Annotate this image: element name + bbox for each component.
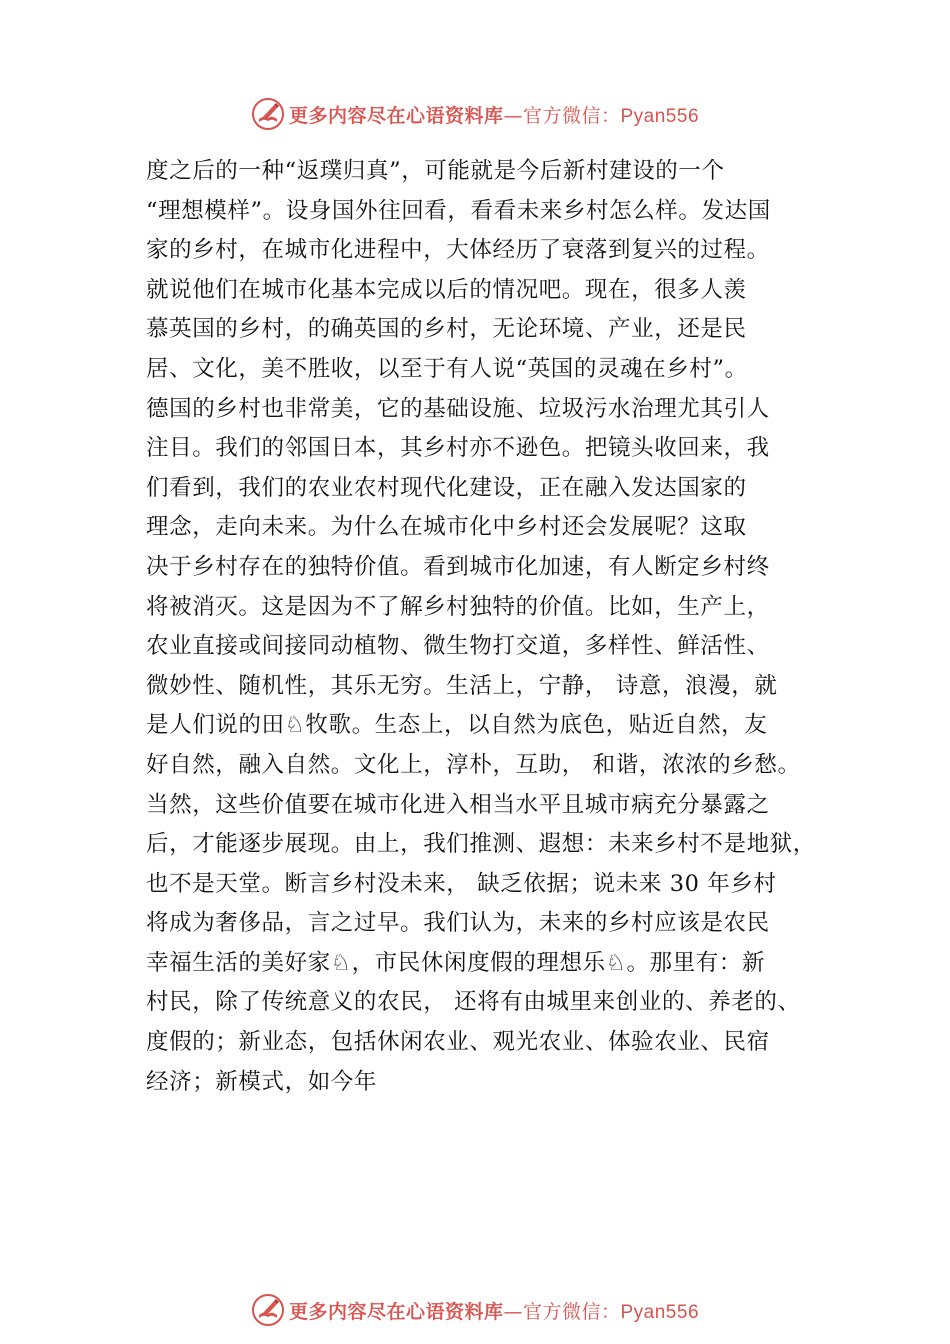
text-line: 将成为奢侈品，言之过早。我们认为，未来的乡村应该是农民 (146, 910, 770, 937)
text-line: 注目。我们的邻国日本，其乡村亦不逊色。把镜头收回来，我 (146, 435, 770, 462)
banner-wechat-handle: Pyan556 (620, 105, 700, 127)
book-pen-logo-icon (251, 97, 285, 131)
banner-sub-text: 官方微信： (522, 1300, 621, 1323)
text-line: 理念，走向未来。为什么在城市化中乡村还会发展呢？这取 (146, 514, 747, 541)
text-line: 是人们说的田♘牧歌。生态上，以自然为底色，贴近自然，友 (146, 712, 768, 739)
text-line: 经济；新模式，如今年 (146, 1068, 378, 1095)
text-line: 居、文化，美不胜收，以至于有人说“英国的灵魂在乡村”。 (146, 355, 748, 382)
text-line: 德国的乡村也非常美，它的基础设施、垃圾污水治理尤其引人 (146, 395, 770, 422)
banner-dash: — (503, 1300, 523, 1323)
text-line: 就说他们在城市化基本完成以后的情况吧。现在，很多人羡 (146, 276, 747, 303)
header-banner (0, 94, 950, 134)
text-line: 当然，这些价值要在城市化进入相当水平且城市病充分暴露之 (146, 791, 770, 818)
banner-sub-text: 官方微信： (522, 104, 621, 127)
text-line: 好自然，融入自然。文化上，淳朴，互助， 和谐，浓浓的乡愁。 (146, 751, 801, 778)
text-line: 家的乡村，在城市化进程中，大体经历了衰落到复兴的过程。 (146, 237, 770, 264)
text-line: 微妙性、随机性，其乐无穷。生活上，宁静， 诗意，浪漫，就 (146, 672, 778, 699)
text-line: 度假的；新业态，包括休闲农业、观光农业、体验农业、民宿 (146, 1029, 770, 1056)
banner-text (289, 1297, 699, 1324)
text-line: 也不是天堂。断言乡村没未来， 缺乏依据；说未来 30 年乡村 (146, 870, 777, 897)
text-line: “理想模样”。设身国外往回看，看看未来乡村怎么样。发达国 (146, 197, 771, 224)
text-line: 幸福生活的美好家♘，市民休闲度假的理想乐♘。那里有：新 (146, 949, 766, 976)
text-line: 们看到，我们的农业农村现代化建设，正在融入发达国家的 (146, 474, 747, 501)
text-line: 将被消灭。这是因为不了解乡村独特的价值。比如，生产上， (146, 593, 770, 620)
text-line: 决于乡村存在的独特价值。看到城市化加速，有人断定乡村终 (146, 553, 770, 580)
banner-main-text: 更多内容尽在心语资料库 (288, 104, 504, 127)
text-line: 后，才能逐步展现。由上，我们推测、遐想：未来乡村不是地狱， (146, 831, 816, 858)
book-pen-logo-icon (251, 1293, 285, 1327)
banner-main-text: 更多内容尽在心语资料库 (288, 1300, 504, 1323)
footer-banner (0, 1290, 950, 1330)
text-line: 度之后的一种“返璞归真”，可能就是今后新村建设的一个 (146, 158, 725, 184)
document-body (146, 152, 836, 1102)
banner-dash: — (503, 104, 523, 127)
text-line: 村民，除了传统意义的农民， 还将有由城里来创业的、养老的、 (146, 989, 801, 1016)
banner-wechat-handle: Pyan556 (620, 1301, 700, 1323)
banner-text (289, 101, 699, 128)
text-line: 农业直接或间接同动植物、微生物打交道，多样性、鲜活性、 (146, 633, 770, 660)
text-line: 慕英国的乡村，的确英国的乡村，无论环境、产业，还是民 (146, 316, 747, 343)
